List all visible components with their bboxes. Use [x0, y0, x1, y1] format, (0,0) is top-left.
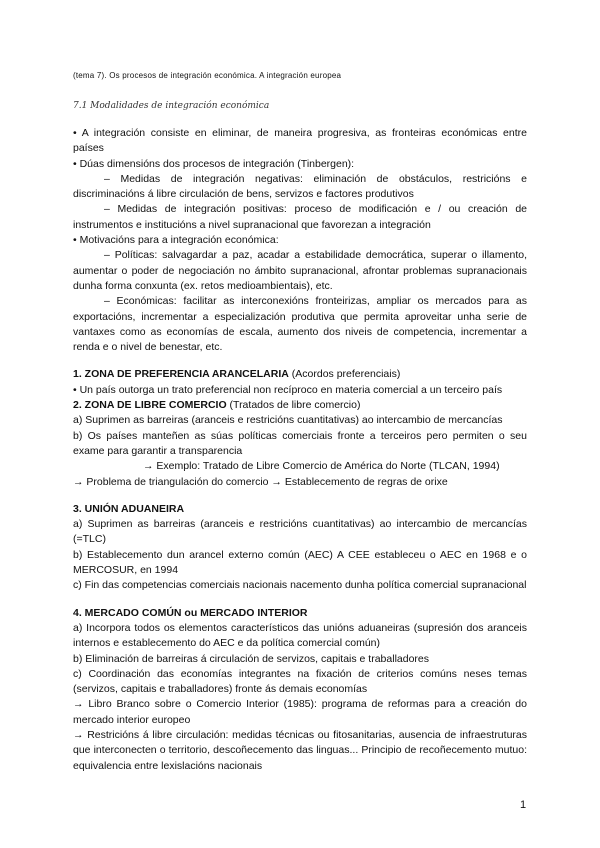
- intro-paragraph: – Económicas: facilitar as interconexións fronteirizas, ampliar os mercados para as exportacións, incrementar a especialización produtiva que permita aproveitar unha serie de vantaxes como as economías de escala, aumento dos niveis de competencia, incrementar a renda e o nivel de benestar, etc.: [73, 295, 527, 354]
- intro-paragraph: – Medidas de integración positivas: proceso de modificación e / ou creación de instrumentos e institucións a nivel supranacional que favorezan a integración: [73, 203, 527, 231]
- section-1-item: • Un país outorga un trato preferencial non recíproco en materia comercial a un terceiro país: [73, 383, 503, 396]
- section-2-item: → Exemplo: Tratado de Libre Comercio de América do Norte (TLCAN, 1994): [143, 460, 500, 473]
- section-2-item: a) Suprimen as barreiras (aranceis e restricións cuantitativas) ao intercambio de mercancías: [73, 414, 503, 427]
- section-heading-2: 2. ZONA DE LIBRE COMERCIO (Tratados de libre comercio): [73, 399, 361, 412]
- intro-paragraph: • Motivacións para a integración económica:: [73, 234, 279, 247]
- section-3-item: c) Fin das competencias comerciais nacionais nacemento dunha política comercial supranacional: [73, 579, 527, 592]
- section-3-item: b) Establecemento dun arancel externo común (AEC) A CEE estableceu o AEC en 1968 e o MERCOSUR, en 1994: [73, 548, 527, 577]
- section-2-item: → Problema de triangulación do comercio → Establecemento de regras de orixe: [73, 475, 448, 488]
- section-heading-4: 4. MERCADO COMÚN ou MERCADO INTERIOR: [73, 606, 308, 619]
- section-4-item: → Restricións á libre circulación: medidas técnicas ou fitosanitarias, ausencia de infraestruturas que interconecten o territorio, descoñecemento das linguas... Principio de recoñecemento mutuo: equivalencia entre lexislacións nacionais: [73, 728, 527, 772]
- section-4-item: → Libro Branco sobre o Comercio Interior (1985): programa de reformas para a creación do mercado interior europeo: [73, 698, 527, 726]
- document-header: (tema 7). Os procesos de integración económica. A integración europea: [73, 71, 342, 80]
- section-heading-3: 3. UNIÓN ADUANEIRA: [73, 502, 185, 515]
- document-body: [73, 126, 527, 774]
- section-4-item: c) Coordinación das economías integrantes na fixación de criterios comúns neses temas (servizos, capitais e traballadores) fronte ás demais economías: [73, 667, 527, 696]
- intro-paragraph: • A integración consiste en eliminar, de maneira progresiva, as fronteiras económicas entre países: [73, 127, 527, 155]
- section-subtitle: 7.1 Modalidades de integración económica: [73, 101, 270, 111]
- section-heading-1: 1. ZONA DE PREFERENCIA ARANCELARIA (Acordos preferenciais): [73, 368, 401, 381]
- section-4-item: a) Incorpora todos os elementos característicos das unións aduaneiras (supresión dos aranceis internos e establecemento do AEC e da política comercial común): [73, 621, 527, 650]
- section-4-item: b) Eliminación de barreiras á circulación de servizos, capitais e traballadores: [73, 652, 430, 665]
- page-number: 1: [520, 799, 527, 811]
- intro-paragraph: • Dúas dimensións dos procesos de integración (Tinbergen):: [73, 157, 355, 170]
- section-3-item: a) Suprimen as barreiras (aranceis e restricións cuantitativas) ao intercambio de mercancías (=TLC): [73, 518, 527, 546]
- intro-paragraph: – Medidas de integración negativas: eliminación de obstáculos, restricións e discriminacións á libre circulación de bens, servizos e factores produtivos: [73, 172, 527, 201]
- intro-paragraph: – Políticas: salvagardar a paz, acadar a estabilidade democrática, superar o illamento, aumentar o poder de negociación no ámbito supranacional, afrontar problemas supranacionais dunha forma conxunta (ex. retos medioambientais), etc.: [73, 249, 527, 292]
- section-2-item: b) Os países manteñen as súas políticas comerciais fronte a terceiros pero permiten o seu exame para garantir a transparencia: [73, 429, 527, 457]
